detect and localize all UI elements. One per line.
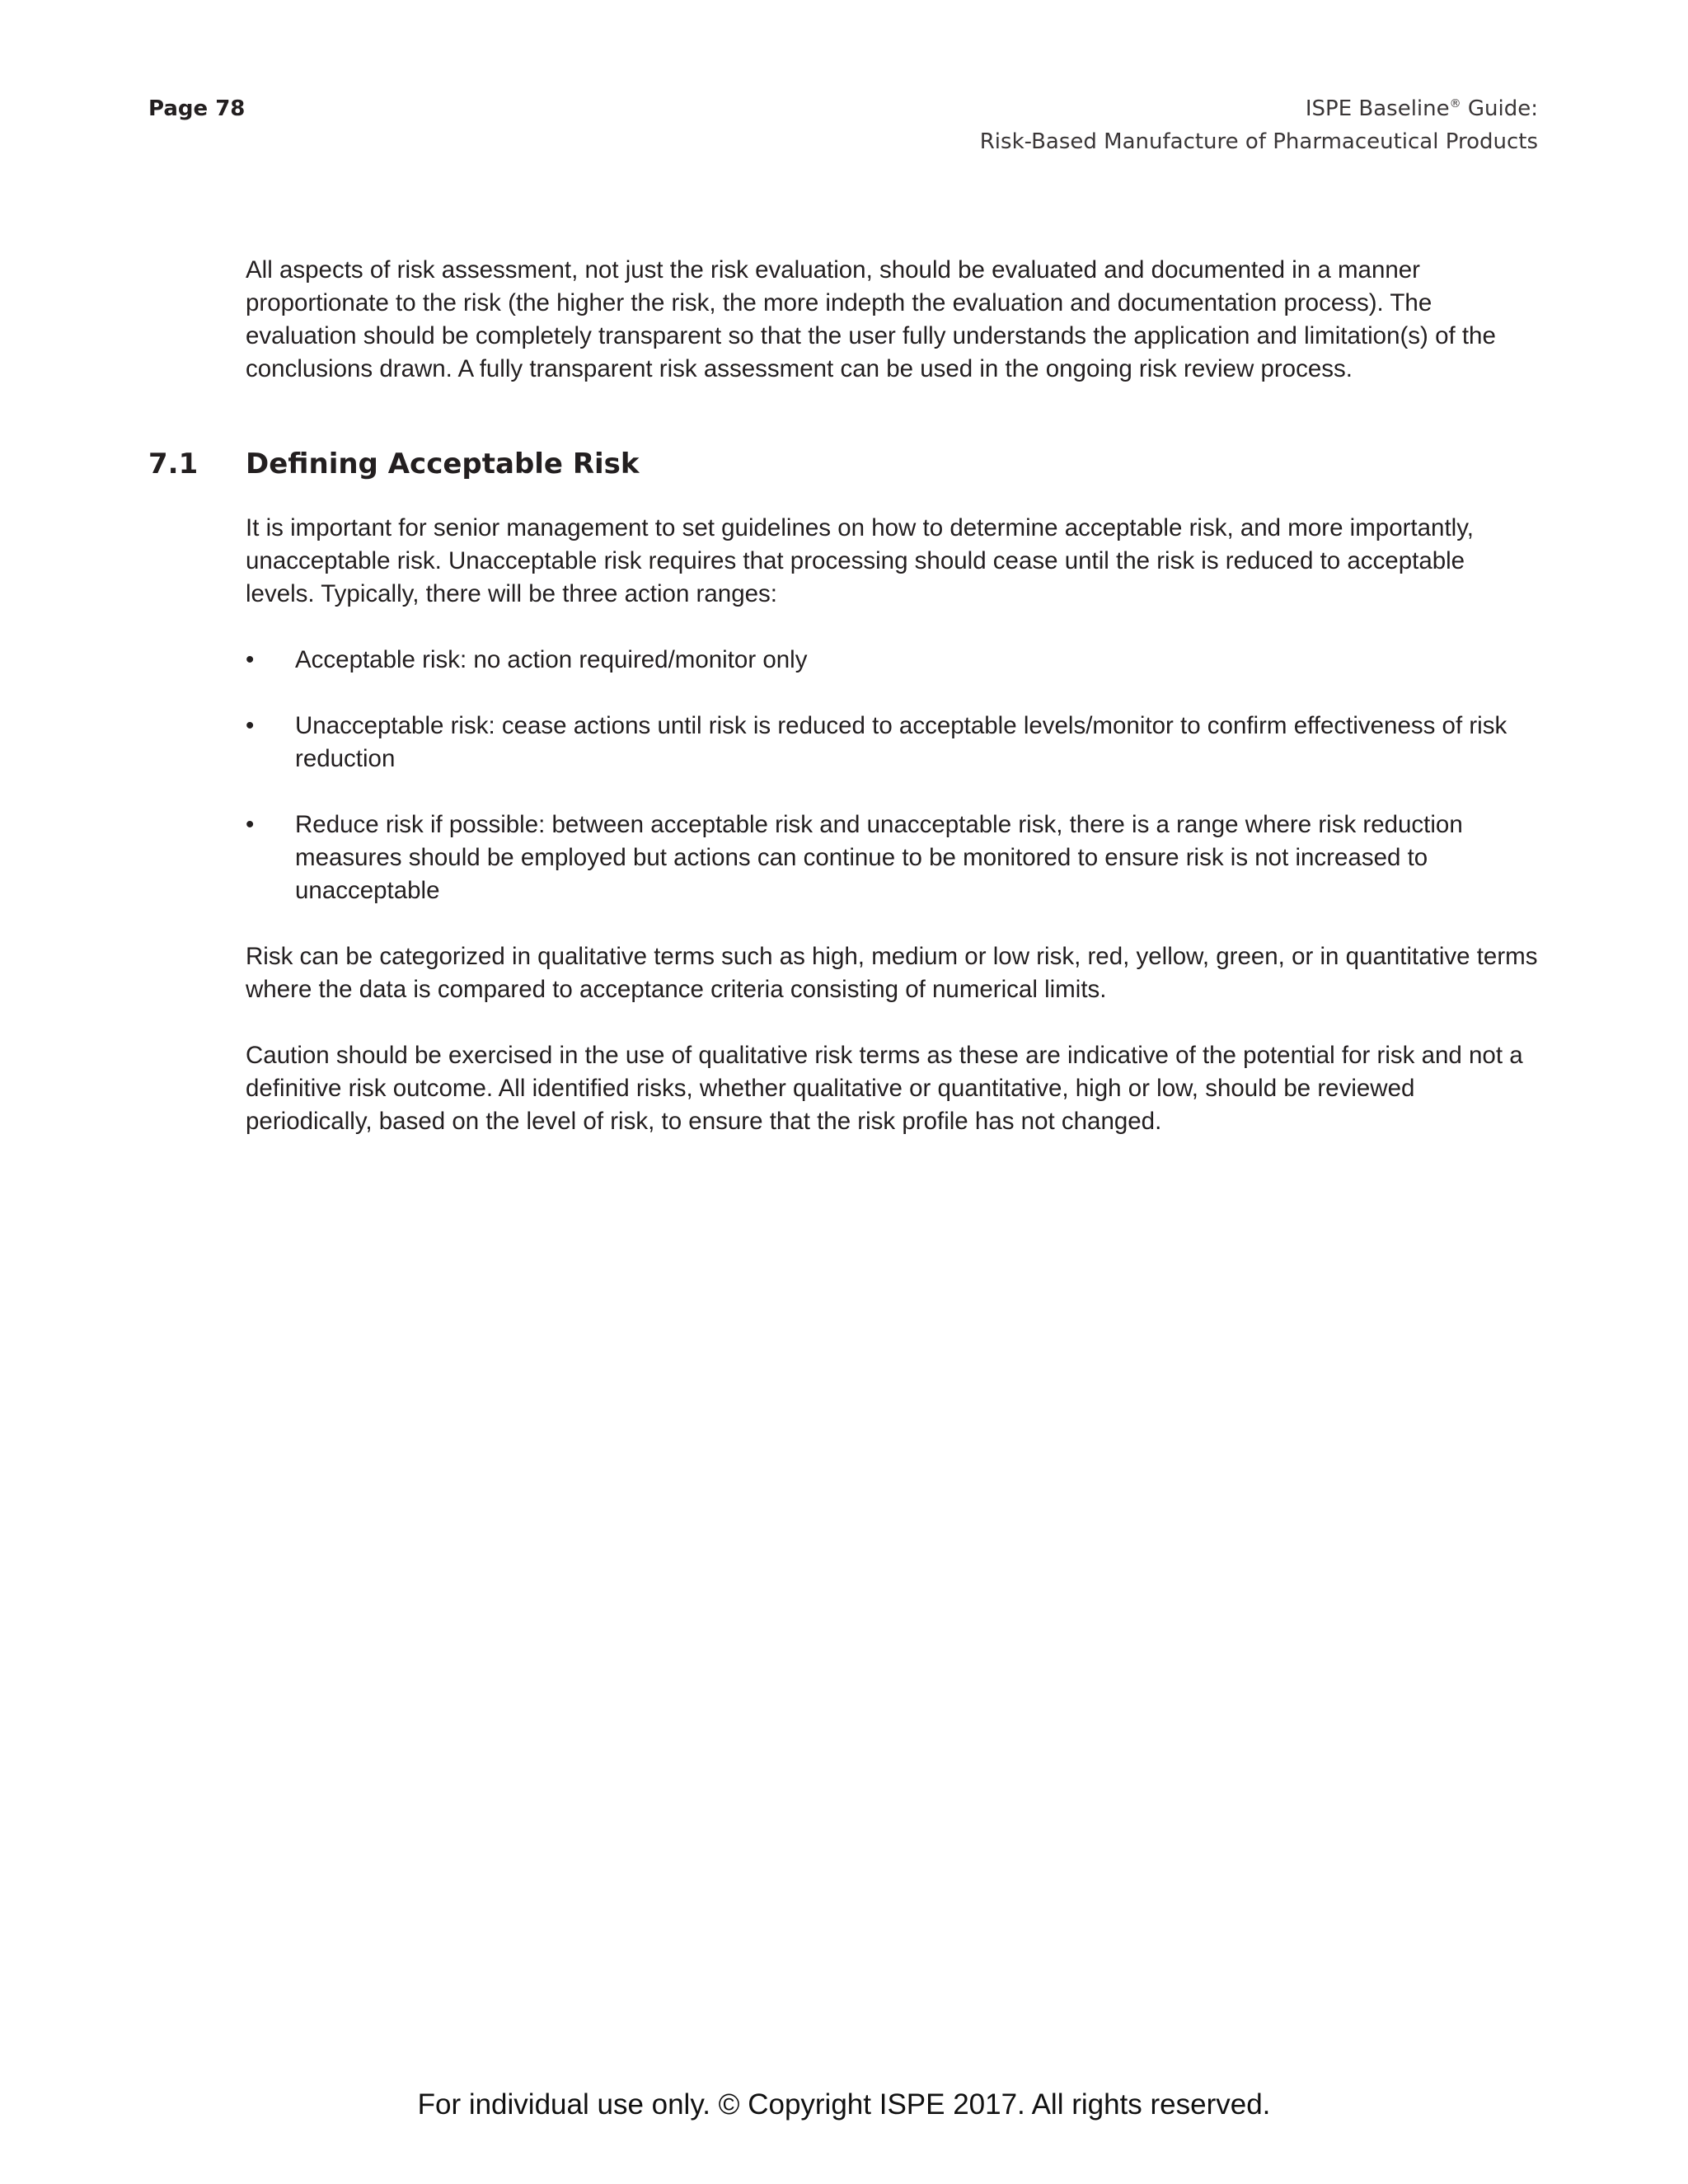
bullet-glyph: • xyxy=(246,811,255,838)
list-item-text: Unacceptable risk: cease actions until risk is reduced to acceptable levels/monitor to confirm effectiveness of risk reduction xyxy=(295,712,1507,772)
guide-title-suffix: Guide: xyxy=(1461,96,1538,121)
list-item-text: Acceptable risk: no action required/monitor only xyxy=(295,646,808,673)
intro-paragraph: All aspects of risk assessment, not just the risk evaluation, should be evaluated and documented in a manner proportionate to the risk (the higher the risk, the more indepth the evaluation and documentation process). The evaluation should be completely transparent so that the user fully understands the application and limitation(s) of the conclusions drawn. A fully transparent risk assessment can be used in the ongoing risk review process. xyxy=(246,256,1496,382)
section-lead-paragraph: It is important for senior management to set guidelines on how to determine acceptable risk, and more importantly, unacceptable risk. Unacceptable risk requires that processing should cease until the risk is reduced to acceptable levels. Typically, there will be three action ranges: xyxy=(246,514,1474,607)
bullet-glyph: • xyxy=(246,712,255,739)
list-item xyxy=(246,644,1540,677)
bullet-glyph: • xyxy=(246,646,255,673)
section-title: Defining Acceptable Risk xyxy=(246,448,640,480)
page-number: Page 78 xyxy=(148,96,246,121)
risk-categorization-paragraph: Risk can be categorized in qualitative terms such as high, medium or low risk, red, yellow, green, or in quantitative terms where the data is compared to acceptance criteria consisting of numerical limits. xyxy=(246,943,1538,1003)
guide-subtitle: Risk-Based Manufacture of Pharmaceutical Products xyxy=(979,129,1538,154)
section-number: 7.1 xyxy=(148,448,199,480)
list-item xyxy=(246,710,1540,776)
guide-title-name: ISPE Baseline xyxy=(1305,96,1450,121)
action-ranges-list xyxy=(246,644,1540,907)
copyright-footer: For individual use only. © Copyright ISPE 2017. All rights reserved. xyxy=(417,2088,1271,2121)
caution-paragraph: Caution should be exercised in the use of qualitative risk terms as these are indicative of the potential for risk and not a definitive risk outcome. All identified risks, whether qualitative or quantitative, high or low, should be reviewed periodically, based on the level of risk, to ensure that the risk profile has not changed. xyxy=(246,1042,1523,1135)
registered-trademark: ® xyxy=(1449,97,1461,110)
guide-title xyxy=(980,92,1538,125)
page-body xyxy=(148,254,1540,1138)
section-heading xyxy=(148,446,1540,482)
running-header xyxy=(980,92,1538,158)
list-item-text: Reduce risk if possible: between acceptable risk and unacceptable risk, there is a range where risk reduction measures should be employed but actions can continue to be monitored to ensure risk is not increased to unacceptable xyxy=(295,811,1463,904)
list-item xyxy=(246,808,1540,907)
